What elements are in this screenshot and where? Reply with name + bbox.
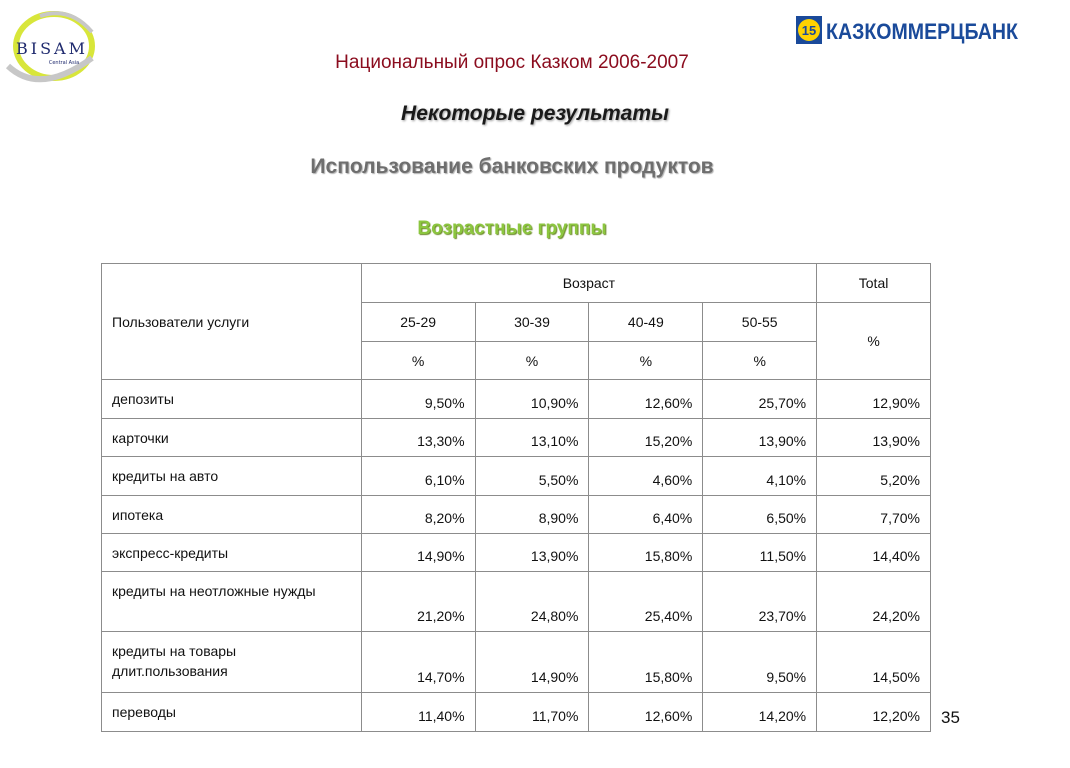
unit-cell: % xyxy=(475,342,589,380)
value-cell: 6,40% xyxy=(589,496,703,534)
value-cell: 11,70% xyxy=(475,693,589,732)
row-label: кредиты на авто xyxy=(102,457,362,496)
users-header: Пользователи услуги xyxy=(102,264,362,380)
age-header: Возраст xyxy=(361,264,816,303)
value-cell: 25,70% xyxy=(703,380,817,419)
bisam-logo-subtext: Central Asia xyxy=(48,60,80,66)
value-cell: 15,20% xyxy=(589,419,703,457)
value-cell: 25,40% xyxy=(589,572,703,632)
total-cell: 5,20% xyxy=(817,457,931,496)
table-row xyxy=(102,632,931,693)
total-cell: 12,90% xyxy=(817,380,931,419)
value-cell: 24,80% xyxy=(475,572,589,632)
value-cell: 15,80% xyxy=(589,534,703,572)
bisam-logo xyxy=(0,8,100,88)
value-cell: 11,40% xyxy=(361,693,475,732)
value-cell: 23,70% xyxy=(703,572,817,632)
row-label: экспресс-кредиты xyxy=(102,534,362,572)
value-cell: 8,90% xyxy=(475,496,589,534)
value-cell: 8,20% xyxy=(361,496,475,534)
value-cell: 15,80% xyxy=(589,632,703,693)
page-subtitle: Некоторые результаты xyxy=(401,102,669,125)
page-number: 35 xyxy=(941,708,960,727)
value-cell: 14,20% xyxy=(703,693,817,732)
row-label: переводы xyxy=(102,693,362,732)
total-cell: 24,20% xyxy=(817,572,931,632)
value-cell: 21,20% xyxy=(361,572,475,632)
total-cell: 14,50% xyxy=(817,632,931,693)
kazkommertsbank-logo xyxy=(794,14,1020,46)
age-col-40-49: 40-49 xyxy=(589,303,703,342)
age-col-50-55: 50-55 xyxy=(703,303,817,342)
value-cell: 13,90% xyxy=(475,534,589,572)
value-cell: 13,90% xyxy=(703,419,817,457)
value-cell: 9,50% xyxy=(703,632,817,693)
kkb-emblem-mark: 15 xyxy=(801,23,817,38)
value-cell: 5,50% xyxy=(475,457,589,496)
age-col-30-39: 30-39 xyxy=(475,303,589,342)
value-cell: 10,90% xyxy=(475,380,589,419)
age-groups-title: Возрастные группы xyxy=(417,218,607,239)
bisam-logo-text: BISAM xyxy=(16,39,88,58)
kkb-emblem-icon xyxy=(796,16,822,44)
value-cell: 11,50% xyxy=(703,534,817,572)
value-cell: 4,10% xyxy=(703,457,817,496)
page-title: Национальный опрос Казком 2006-2007 xyxy=(335,52,689,73)
unit-cell: % xyxy=(589,342,703,380)
value-cell: 9,50% xyxy=(361,380,475,419)
value-cell: 14,70% xyxy=(361,632,475,693)
value-cell: 6,10% xyxy=(361,457,475,496)
total-unit: % xyxy=(817,303,931,380)
value-cell: 12,60% xyxy=(589,693,703,732)
value-cell: 14,90% xyxy=(361,534,475,572)
row-label: депозиты xyxy=(102,380,362,419)
row-label: кредиты на товары длит.пользования xyxy=(102,632,362,693)
table-row xyxy=(102,457,931,496)
kkb-logo-text: КАЗКОММЕРЦБАНК xyxy=(826,19,1019,44)
unit-cell: % xyxy=(361,342,475,380)
total-header: Total xyxy=(817,264,931,303)
unit-cell: % xyxy=(703,342,817,380)
row-label: кредиты на неотложные нужды xyxy=(102,572,362,632)
total-cell: 7,70% xyxy=(817,496,931,534)
section-title: Использование банковских продуктов xyxy=(310,155,714,178)
value-cell: 4,60% xyxy=(589,457,703,496)
results-table xyxy=(101,263,931,732)
value-cell: 12,60% xyxy=(589,380,703,419)
table-row xyxy=(102,419,931,457)
total-cell: 14,40% xyxy=(817,534,931,572)
total-cell: 13,90% xyxy=(817,419,931,457)
table-row xyxy=(102,534,931,572)
row-label: карточки xyxy=(102,419,362,457)
total-cell: 12,20% xyxy=(817,693,931,732)
value-cell: 6,50% xyxy=(703,496,817,534)
age-col-25-29: 25-29 xyxy=(361,303,475,342)
table-row xyxy=(102,496,931,534)
table-row xyxy=(102,572,931,632)
row-label: ипотека xyxy=(102,496,362,534)
value-cell: 13,10% xyxy=(475,419,589,457)
table-row xyxy=(102,693,931,732)
value-cell: 13,30% xyxy=(361,419,475,457)
table-row xyxy=(102,380,931,419)
value-cell: 14,90% xyxy=(475,632,589,693)
